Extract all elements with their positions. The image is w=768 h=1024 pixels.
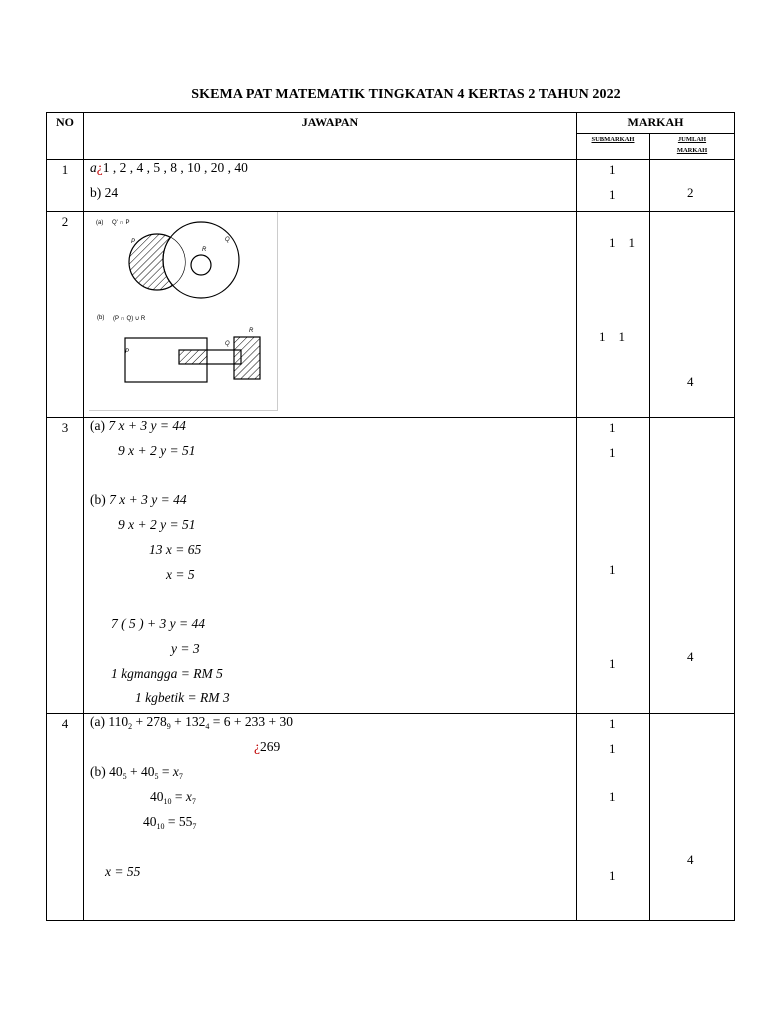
answer-line-a: a¿1 , 2 , 4 , 5 , 8 , 10 , 20 , 40 [90, 160, 248, 175]
eq-b3: 13 x = 65 [149, 542, 202, 557]
eq-a2: 9 x + 2 y = 51 [118, 443, 196, 458]
question-row-4 [47, 714, 735, 921]
venn-diagram-figure: (a) Q' ∩ P P Q R (b) (P ∩ Q) ∪ R P Q R [89, 212, 278, 411]
rect-r [234, 337, 260, 379]
eq-b4: x = 5 [166, 567, 195, 582]
submark-cell-4: 1 1 1 1 [577, 714, 650, 921]
header-jumlah-markah: JUMLAH MARKAH [650, 134, 735, 160]
question-row-2 [47, 212, 735, 418]
eq-4b4: x = 55 [105, 864, 141, 879]
header-submarkah: SUBMARKAH [577, 134, 650, 160]
header-jawapan: JAWAPAN [84, 113, 577, 160]
eq-a1: (a) 7 x + 3 y = 44 [90, 418, 186, 433]
circle-r [191, 255, 211, 275]
total-cell-2: 4 [650, 212, 735, 418]
question-number: 4 [47, 714, 84, 921]
eq-b7: 1 kgmangga = RM 5 [111, 666, 223, 681]
header-markah: MARKAH [577, 113, 735, 134]
eq-b1: (b) 7 x + 3 y = 44 [90, 492, 187, 507]
eq-4b3: $40_{10} = 55_7$ [143, 814, 197, 831]
answer-cell-3 [84, 418, 577, 714]
question-number: 3 [47, 418, 84, 714]
eq-4b2: $40_{10} = x_7$ [150, 789, 196, 806]
question-row-1 [47, 160, 735, 212]
answer-cell-2 [84, 212, 577, 418]
venn-diagrams [89, 212, 277, 410]
eq-b6: y = 3 [171, 641, 200, 656]
submark-cell-1: 1 1 [577, 160, 650, 212]
total-cell-3: 4 [650, 418, 735, 714]
eq-b5: 7 ( 5 ) + 3 y = 44 [111, 616, 205, 631]
total-cell-1: 2 [650, 160, 735, 212]
marking-scheme-table [46, 112, 735, 921]
eq-b8: 1 kgbetik = RM 3 [135, 690, 230, 705]
page-title: SKEMA PAT MATEMATIK TINGKATAN 4 KERTAS 2 TAHUN 2022 [191, 87, 621, 102]
header-no: NO [47, 113, 84, 160]
answer-line-b: b) 24 [90, 185, 119, 200]
submark-cell-3: 1 1 1 1 [577, 418, 650, 714]
question-number: 2 [47, 212, 84, 418]
eq-b2: 9 x + 2 y = 51 [118, 517, 196, 532]
question-row-3 [47, 418, 735, 714]
question-number: 1 [47, 160, 84, 212]
eq-4a-result: ¿269 [254, 739, 281, 754]
venn-a [129, 222, 239, 298]
answer-cell-1 [84, 160, 577, 212]
submark-cell-2: 1 1 1 1 [577, 212, 650, 418]
total-cell-4: 4 [650, 714, 735, 921]
eq-4a: (a) $110_2 + 278_9 + 132_4 = 6 + 233 + 30$ [90, 714, 293, 731]
eq-4b1: (b) $40_5 + 40_5 = x_7$ [90, 764, 183, 781]
answer-cell-4 [84, 714, 577, 921]
venn-b [125, 337, 260, 382]
